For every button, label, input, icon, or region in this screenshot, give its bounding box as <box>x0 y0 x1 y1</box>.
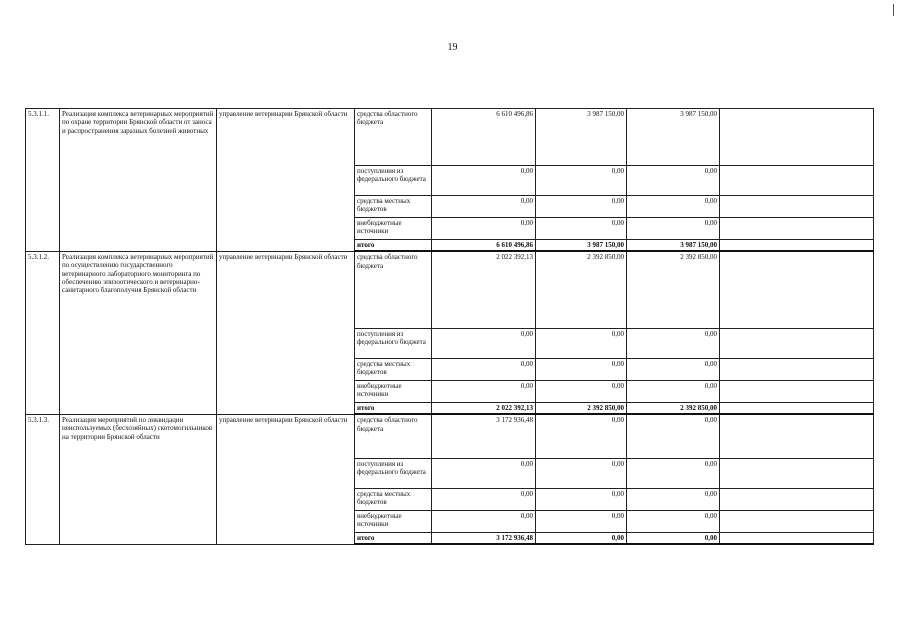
value-col-2: 0,00 <box>536 166 627 196</box>
empty-cell <box>720 414 874 458</box>
empty-cell <box>720 240 874 252</box>
value-col-3: 0,00 <box>627 328 720 358</box>
source-name: средства областного бюджета <box>355 251 432 328</box>
value-col-1: 0,00 <box>432 488 536 510</box>
value-col-3: 0,00 <box>627 458 720 488</box>
empty-cell <box>720 358 874 380</box>
value-col-1: 0,00 <box>432 328 536 358</box>
row-executor: управление ветеринарии Брянской области <box>217 251 355 414</box>
value-col-1: 0,00 <box>432 380 536 402</box>
empty-cell <box>720 328 874 358</box>
empty-cell <box>720 532 874 544</box>
value-col-3: 0,00 <box>627 380 720 402</box>
source-name: итого <box>355 240 432 252</box>
empty-cell <box>720 251 874 328</box>
value-col-1: 2 022 392,13 <box>432 402 536 414</box>
empty-cell <box>720 109 874 166</box>
value-col-1: 3 172 936,48 <box>432 414 536 458</box>
table-row <box>26 414 874 458</box>
row-executor: управление ветеринарии Брянской области <box>217 414 355 544</box>
value-col-2: 2 392 850,00 <box>536 402 627 414</box>
value-col-2: 2 392 850,00 <box>536 251 627 328</box>
value-col-2: 0,00 <box>536 380 627 402</box>
row-code: 5.3.1.3. <box>26 414 60 544</box>
value-col-3: 0,00 <box>627 166 720 196</box>
budget-table-body <box>26 109 874 545</box>
source-name: средства местных бюджетов <box>355 488 432 510</box>
value-col-2: 3 987 150,00 <box>536 109 627 166</box>
value-col-1: 0,00 <box>432 358 536 380</box>
empty-cell <box>720 380 874 402</box>
value-col-1: 2 022 392,13 <box>432 251 536 328</box>
value-col-2: 0,00 <box>536 358 627 380</box>
value-col-3: 0,00 <box>627 196 720 218</box>
corner-mark <box>893 4 894 16</box>
value-col-1: 0,00 <box>432 458 536 488</box>
value-col-2: 0,00 <box>536 328 627 358</box>
value-col-1: 0,00 <box>432 166 536 196</box>
source-name: средства областного бюджета <box>355 414 432 458</box>
value-col-2: 0,00 <box>536 532 627 544</box>
empty-cell <box>720 488 874 510</box>
value-col-3: 2 392 850,00 <box>627 402 720 414</box>
value-col-1: 0,00 <box>432 196 536 218</box>
source-name: итого <box>355 532 432 544</box>
value-col-1: 6 610 496,86 <box>432 109 536 166</box>
value-col-2: 0,00 <box>536 196 627 218</box>
table-row <box>26 251 874 328</box>
value-col-2: 0,00 <box>536 488 627 510</box>
row-title: Реализация мероприятий по ликвидации неиспользуемых (бесхозяйных) скотомогильников на территории Брянской области <box>60 414 217 544</box>
source-name: средства областного бюджета <box>355 109 432 166</box>
empty-cell <box>720 458 874 488</box>
value-col-2: 0,00 <box>536 510 627 532</box>
source-name: средства местных бюджетов <box>355 196 432 218</box>
source-name: внебюджетные источники <box>355 218 432 240</box>
value-col-2: 3 987 150,00 <box>536 240 627 252</box>
source-name: поступления из федерального бюджета <box>355 458 432 488</box>
value-col-2: 0,00 <box>536 458 627 488</box>
value-col-2: 0,00 <box>536 218 627 240</box>
budget-table <box>25 108 874 545</box>
value-col-3: 0,00 <box>627 510 720 532</box>
empty-cell <box>720 510 874 532</box>
table-row <box>26 109 874 166</box>
value-col-3: 3 987 150,00 <box>627 109 720 166</box>
empty-cell <box>720 218 874 240</box>
row-code: 5.3.1.1. <box>26 109 60 252</box>
source-name: поступления из федерального бюджета <box>355 328 432 358</box>
row-code: 5.3.1.2. <box>26 251 60 414</box>
value-col-1: 0,00 <box>432 218 536 240</box>
page-number: 19 <box>447 42 458 53</box>
value-col-3: 0,00 <box>627 414 720 458</box>
row-title: Реализация комплекса ветеринарных мероприятий по осуществлению государственного ветеринарного лабораторного мониторинга по обеспечению эпизоотического и ветеринарно-санитарного благополучия Брянской области <box>60 251 217 414</box>
empty-cell <box>720 402 874 414</box>
row-title: Реализация комплекса ветеринарных мероприятий по охране территории Брянской области от заноса и распространения заразных болезней животных <box>60 109 217 252</box>
value-col-3: 3 987 150,00 <box>627 240 720 252</box>
empty-cell <box>720 166 874 196</box>
value-col-3: 0,00 <box>627 218 720 240</box>
empty-cell <box>720 196 874 218</box>
value-col-3: 0,00 <box>627 532 720 544</box>
value-col-3: 2 392 850,00 <box>627 251 720 328</box>
row-executor: управление ветеринарии Брянской области <box>217 109 355 252</box>
source-name: поступления из федерального бюджета <box>355 166 432 196</box>
value-col-3: 0,00 <box>627 358 720 380</box>
value-col-1: 0,00 <box>432 510 536 532</box>
source-name: средства местных бюджетов <box>355 358 432 380</box>
value-col-3: 0,00 <box>627 488 720 510</box>
value-col-1: 6 610 496,86 <box>432 240 536 252</box>
source-name: внебюджетные источники <box>355 510 432 532</box>
value-col-2: 0,00 <box>536 414 627 458</box>
source-name: итого <box>355 402 432 414</box>
value-col-1: 3 172 936,48 <box>432 532 536 544</box>
source-name: внебюджетные источники <box>355 380 432 402</box>
